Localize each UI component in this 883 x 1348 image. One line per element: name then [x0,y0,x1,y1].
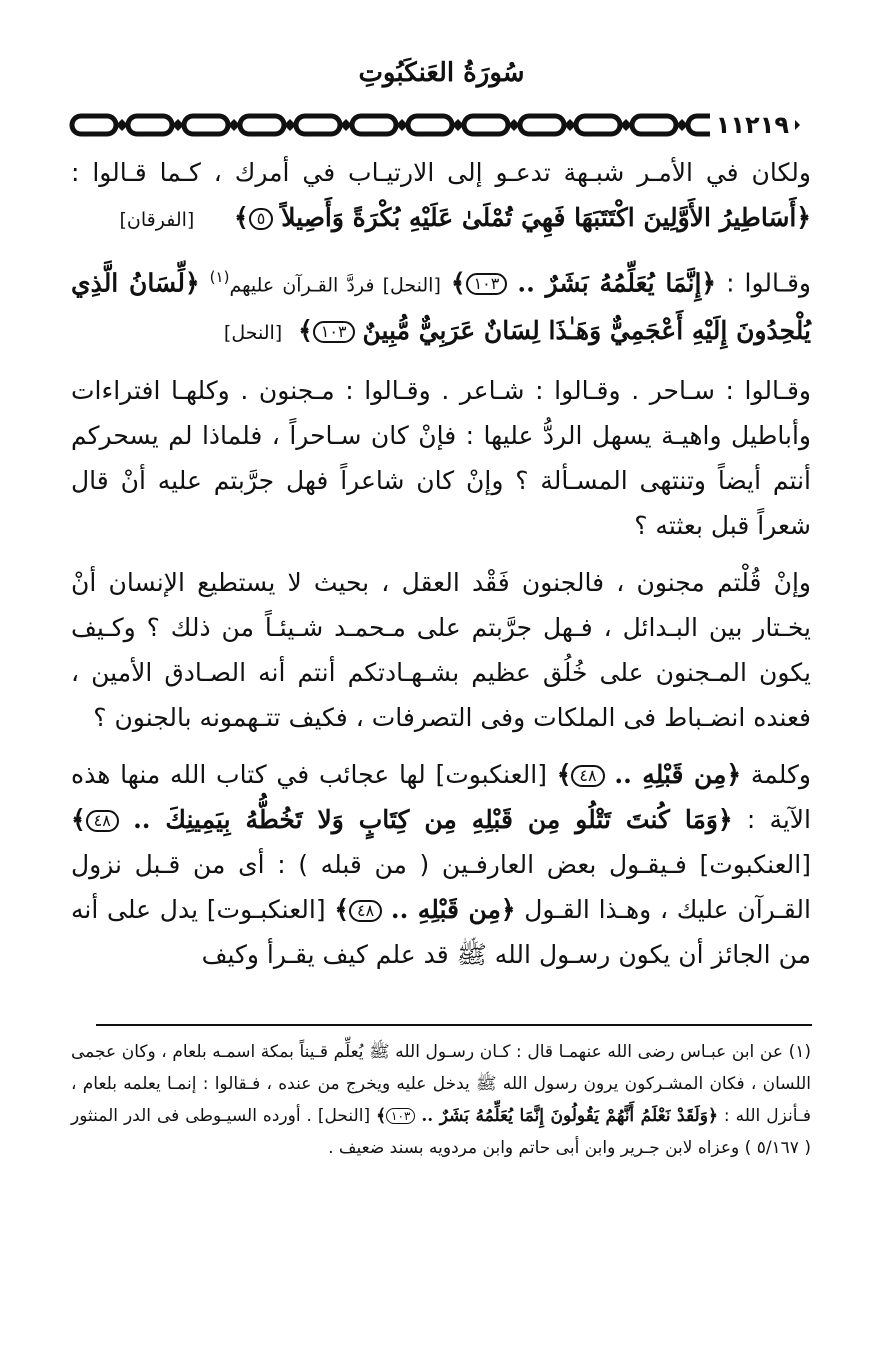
paragraph-5-part-3: [العنكبوت] فـيقـول بعض العارفـين ( من قبله ) : أى من قـبل نزول القـرآن عليك ، وهـذا القـول [71,850,811,925]
footnote-section [71,1036,811,1164]
verse-bracket-close: ﴾ [556,760,572,790]
chain-link-icon [184,116,228,134]
footnote-divider [96,1024,812,1026]
verse-bracket-close: ﴾ [376,1106,387,1126]
paragraph-2-mid: [النحل] فردَّ القـرآن عليهم [229,274,441,297]
paragraph-5-part-4: [العنكبـوت] يدل على أنه من الجائز أن يكون رسـول الله ﷺ قد علم كيف يقـرأ وكيف [71,895,811,970]
quran-verse-nahl-103-a: إِنَّمَا يُعَلِّمُهُ بَشَرٌ .. [517,268,702,298]
paragraph-4: وإنْ قُلْتم مجنون ، فالجنون فَقْد العقل ، بحيث لا يستطيع الإنسان أنْ يخـتار بين البـدائل ، فـهل جرَّبتم على مـحمـد شـيئـاً من ذلك ؟ وكـيف يكون المـجنون على خُلُق عظيم بشـهـادتكم أنتم أنه الصـادق الأمين ، فعنده انضـباط فى الملكات وفى التصرفات ، فكيف تتـهمونه بالجنون ؟ [71,568,811,733]
paragraph-3: وقـالوا : سـاحر . وقـالوا : شـاعر . وقـالوا : مـجنون . وكلهـا افتراءات وأباطيل واهيـة يسهل الردُّ عليها : فإنْ كان سـاحراً ، فلماذا لم يسحركم أنتم أيضاً وتنتهى المسـألة ؟ وإنْ كان شاعراً فهل جرَّبتم عليه أنْ قال شعراً قبل بعثته ؟ [71,376,811,541]
surah-title: سُورَةُ العَنكَبُوتِ [358,58,525,88]
paragraph-1 [71,150,811,243]
chain-link-icon [296,116,340,134]
quran-verse-nahl-103-b: لِّسَانُ الَّذِي يُلْحِدُونَ إِلَيْهِ أَعْجَمِيٌّ وَهَـٰذَا لِسَانٌ عَرَبِيٌّ مُّبِينٌ [71,268,811,346]
footnote-marker[interactable]: (١) [209,268,230,286]
verse-bracket-open: ﴿ [500,895,516,925]
paragraph-2-intro: وقـالوا : [726,268,811,298]
quran-verse-ankabut-48-c: مِن قَبْلِهِ .. [390,895,501,925]
chain-link-icon [520,116,564,134]
chain-link-icon [408,116,452,134]
page-body [71,150,811,989]
quran-verse-ankabut-48-b: وَمَا كُنتَ تَتْلُو مِن قَبْلِهِ مِن كِتَابٍ وَلا تَخُطُّهُ بِيَمِينِكَ .. [133,805,718,835]
quran-verse-furqan-5: أَسَاطِيرُ الأَوَّلِينَ اكْتَتَبَهَا فَهِيَ تُمْلَىٰ عَلَيْهِ بُكْرَةً وَأَصِيلاً [281,203,797,232]
verse-bracket-open: ﴿ [184,268,200,298]
verse-bracket-open: ﴿ [796,203,811,232]
page-number: ١١٢١٩ [710,108,795,142]
paragraph-5 [71,752,811,977]
paragraph-1-intro: ولكان في الأمـر شبـهة تدعـو إلى الارتيـاب في أمرك ، كـما قـالوا : [71,158,811,187]
paragraph-2 [71,255,811,356]
verse-number-badge: ١٠٣ [466,273,508,295]
chain-link-icon [128,116,172,134]
footnote-1-part-2: [النحل] . أورده السيـوطى فى الدر المنثور ( ٥/١٦٧ ) وعزاه لابن جـرير وابن أبى حاتم وابن مردويه بسند ضعيف . [71,1106,811,1158]
verse-bracket-open: ﴿ [701,268,717,298]
verse-number-badge: ٥ [249,208,274,230]
verse-number-badge: ٤٨ [86,810,119,832]
verse-bracket-open: ﴿ [726,760,742,790]
verse-number-badge: ٤٨ [349,900,382,922]
chain-link-icon [240,116,284,134]
chain-link-icon [464,116,508,134]
verse-bracket-close: ﴾ [71,805,86,835]
verse-bracket-open: ﴿ [707,1106,718,1126]
chain-link-icon [72,116,116,134]
verse-bracket-close: ﴾ [298,316,313,346]
chain-link-icon [576,116,620,134]
paragraph-5-part-1: وكلمة [750,760,811,790]
surah-reference: [النحل] [223,322,283,345]
verse-bracket-close: ﴾ [334,895,349,925]
chain-link-icon [352,116,396,134]
verse-bracket-close: ﴾ [450,268,466,298]
verse-bracket-close: ﴾ [234,203,249,232]
quran-verse-ankabut-48-a: مِن قَبْلِهِ .. [614,760,727,790]
verse-bracket-open: ﴿ [717,805,733,835]
footnote-verse: وَلَقَدْ نَعْلَمُ أَنَّهُمْ يَقُولُونَ إِنَّمَا يُعَلِّمُهُ بَشَرٌ .. [421,1106,708,1126]
chain-link-icon [632,116,676,134]
surah-reference: [الفرقان] [119,209,195,231]
verse-number-badge: ٤٨ [571,765,604,787]
verse-number-badge: ١٠٣ [386,1108,415,1124]
verse-number-badge: ١٠٣ [313,321,355,343]
footnote-1-part-1: (١) عن ابن عبـاس رضى الله عنهمـا قال : كـان رسـول الله ﷺ يُعلِّم قـيناً بمكة اسمـه بلعام ، وكان عجمى اللسان ، فكان المشـركون يرون رسول الله ﷺ يدخل عليه ويخرج من عنده ، فـقالوا : إنمـا يعلمه بلعام ، فـأنزل الله : [71,1042,812,1126]
paragraph-5-part-2: [العنكبوت] لها عجائب في كتاب الله منها هذه الآية : [71,760,812,835]
